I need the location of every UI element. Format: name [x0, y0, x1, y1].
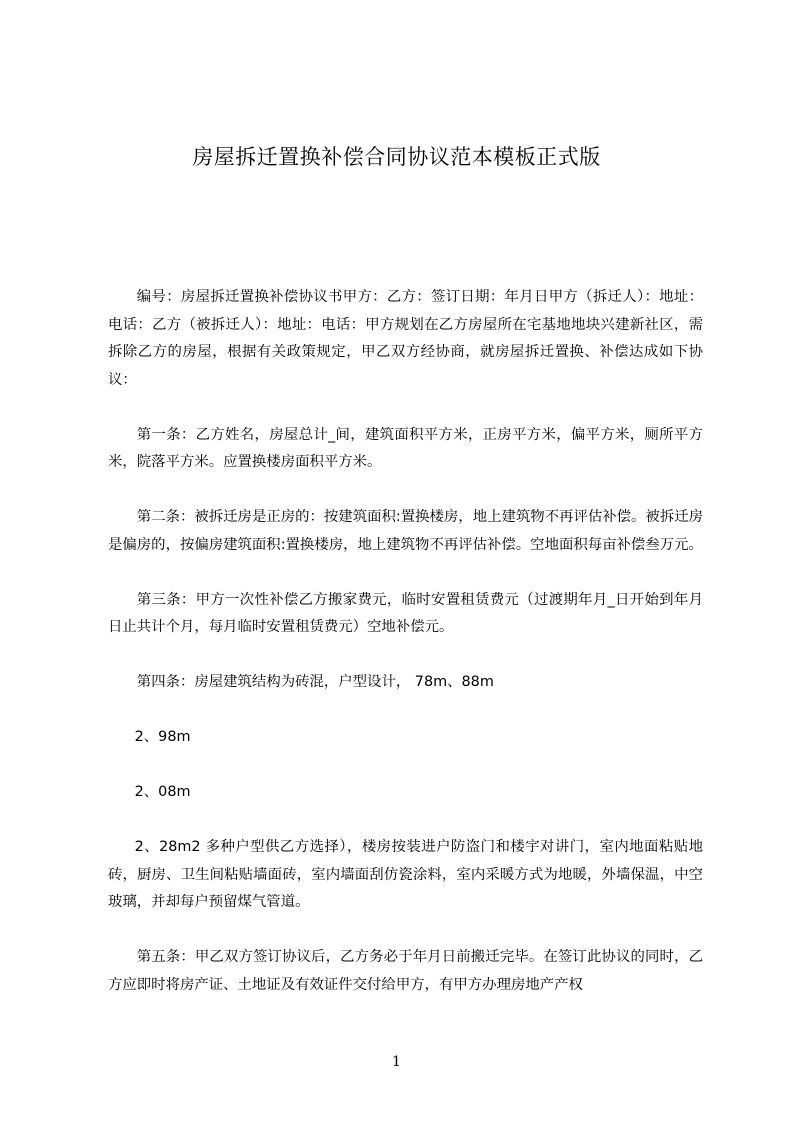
- paragraph-article-5: 第五条：甲乙双方签订协议后，乙方务必于年月日前搬迁完毕。在签订此协议的同时，乙方应即时将房产证、土地证及有效证件交付给甲方，有甲方办理房地产产权: [108, 949, 703, 993]
- paragraph-article-3: 第三条：甲方一次性补偿乙方搬家费元，临时安置租赁费元（过渡期年月_日开始到年月日止共计个月，每月临时安置租赁费元）空地补偿元。: [108, 591, 703, 635]
- document-title: 房屋拆迁置换补偿合同协议范本模板正式版: [192, 145, 601, 169]
- page-number: 1: [392, 1054, 401, 1070]
- paragraph-article-4: 第四条：房屋建筑结构为砖混，户型设计， 78m、88m: [136, 674, 494, 690]
- document-body: [108, 284, 703, 999]
- paragraph-size-08: 2、08m: [134, 784, 191, 800]
- paragraph-preamble: 编号：房屋拆迁置换补偿协议书甲方：乙方：签订日期：年月日甲方（拆迁人）：地址：电话：乙方（被拆迁人）：地址：电话：甲方规划在乙方房屋所在宅基地地块兴建新社区，需拆除乙方的房屋，根据有关政策规定，甲乙双方经协商，就房屋拆迁置换、补偿达成如下协议：: [108, 289, 703, 388]
- paragraph-size-98: 2、98m: [134, 729, 191, 745]
- paragraph-article-1: 第一条：乙方姓名，房屋总计_间，建筑面积平方米，正房平方米，偏平方米，厕所平方米，院落平方米。应置换楼房面积平方米。: [108, 426, 703, 470]
- paragraph-article-2: 第二条：被拆迁房是正房的：按建筑面积:置换楼房，地上建筑物不再评估补偿。被拆迁房是偏房的，按偏房建筑面积:置换楼房，地上建筑物不再评估补偿。空地面积每亩补偿叁万元。: [108, 509, 703, 553]
- paragraph-size-28: 2、28m2 多种户型供乙方选择），楼房按装进户防盗门和楼宇对讲门，室内地面粘贴地砖，厨房、卫生间粘贴墙面砖，室内墙面刮仿瓷涂料，室内采暖方式为地暖，外墙保温，中空玻璃，并却每户预留煤气管道。: [108, 839, 703, 910]
